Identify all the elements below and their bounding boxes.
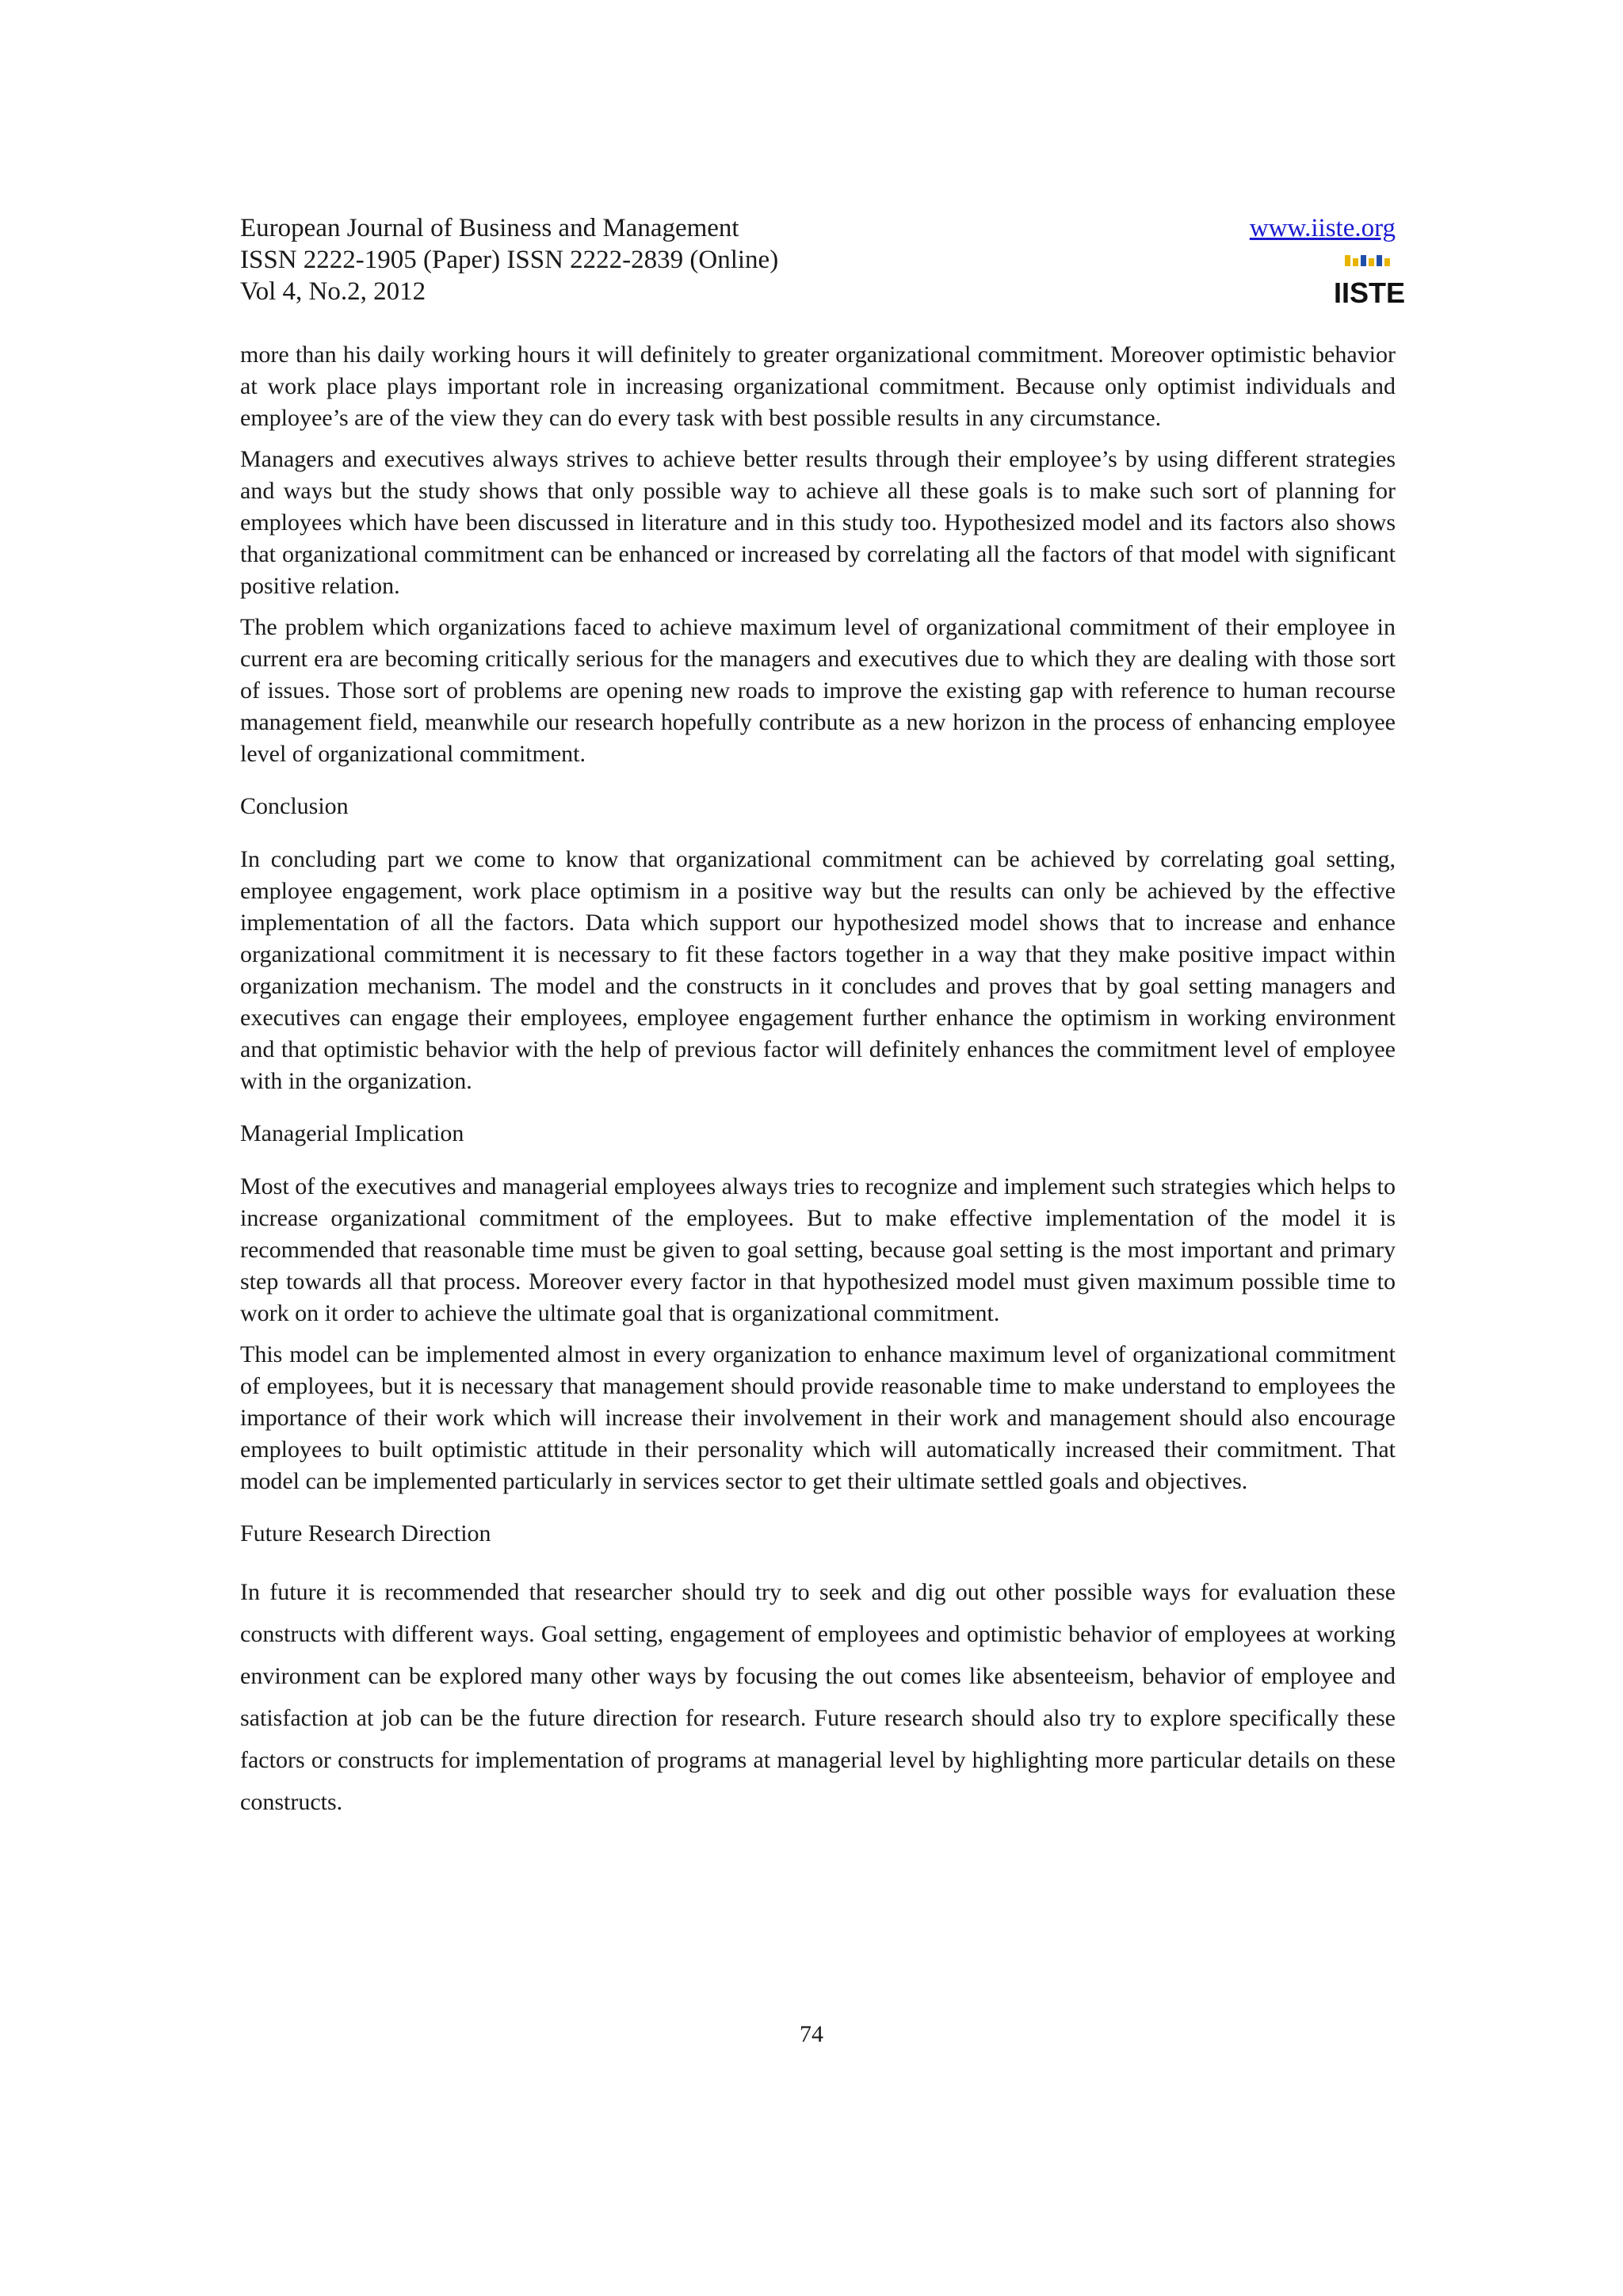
logo-bar-5 bbox=[1377, 255, 1382, 266]
logo-bar-1 bbox=[1345, 255, 1350, 266]
paragraph-managerial-2: This model can be implemented almost in every organization to enhance maximum level of organizational commitment of employees, but it is necessary that management should provide reasonable time to make understand to employees the importance of their work which will increase their involvement in their work and management should also encourage employees to built optimistic attitude in their personality which will automatically increased their commitment. That model can be implemented particularly in services sector to get their ultimate settled goals and objectives. bbox=[240, 1341, 1396, 1494]
paragraph-conclusion: In concluding part we come to know that organizational commitment can be achieved by correlating goal setting, employee engagement, work place optimism in a positive way but the results can only be achieved by the effective implementation of all the factors. Data which support our hypothesized model shows that to increase and enhance organizational commitment it is necessary to fit these factors together in a way that they make positive impact within organization mechanism. The model and the constructs in it concludes and proves that by goal setting managers and executives can engage their employees, employee engagement further enhance the optimism in working environment and that optimistic behavior with the help of previous factor will definitely enhances the commitment level of employee with in the organization. bbox=[240, 846, 1396, 1094]
logo-bar-6 bbox=[1384, 258, 1390, 266]
section-heading-conclusion: Conclusion bbox=[240, 793, 349, 819]
section-heading-future-research: Future Research Direction bbox=[240, 1520, 491, 1547]
journal-volume: Vol 4, No.2, 2012 bbox=[240, 277, 426, 306]
journal-header bbox=[240, 212, 1406, 315]
logo-bar-2 bbox=[1353, 258, 1358, 266]
journal-title: European Journal of Business and Management bbox=[240, 214, 739, 242]
journal-issn: ISSN 2222-1905 (Paper) ISSN 2222-2839 (Online) bbox=[240, 246, 779, 274]
logo-bar-3 bbox=[1361, 255, 1366, 266]
paragraph-problem: The problem which organizations faced to achieve maximum level of organizational commitment of their employee in current era are becoming critically serious for the managers and executives due to which they are dealing with those sort of issues. Those sort of problems are opening new roads to improve the existing gap with reference to human recourse management field, meanwhile our research hopefully contribute as a new horizon in the process of enhancing employee level of organizational commitment. bbox=[240, 614, 1396, 767]
paragraph-continuation: more than his daily working hours it will definitely to greater organizational commitment. Moreover optimistic behavior at work place plays important role in increasing organizational commitment. Because only optimist individuals and employee’s are of the view they can do every task with best possible results in any circumstance. bbox=[240, 341, 1396, 431]
paragraph-managers: Managers and executives always strives to achieve better results through their employee’s by using different strategies and ways but the study shows that only possible way to achieve all these goals is to make such sort of planning for employees which have been discussed in literature and in this study too. Hypothesized model and its factors also shows that organizational commitment can be enhanced or increased by correlating all the factors of that model with significant positive relation. bbox=[240, 446, 1396, 599]
section-heading-managerial-implication: Managerial Implication bbox=[240, 1120, 464, 1146]
journal-info bbox=[240, 212, 1191, 307]
page-number: 74 bbox=[800, 2021, 823, 2047]
logo-bar-4 bbox=[1369, 258, 1374, 266]
paragraph-future-research: In future it is recommended that researcher should try to seek and dig out other possible ways for evaluation these constructs with different ways. Goal setting, engagement of employees and optimistic behavior of employees at working environment can be explored many other ways by focusing the out comes like absenteeism, behavior of employee and satisfaction at job can be the future direction for research. Future research should also try to explore specifically these factors or constructs for implementation of programs at managerial level by highlighting more particular details on these constructs. bbox=[240, 1579, 1396, 1815]
journal-url-link[interactable]: www.iiste.org bbox=[1249, 214, 1396, 242]
iiste-logo bbox=[1333, 254, 1406, 311]
article-body bbox=[240, 339, 1396, 1833]
paragraph-managerial-1: Most of the executives and managerial employees always tries to recognize and implement such strategies which helps to increase organizational commitment of the employees. But to make effective implementation of the model it is recommended that reasonable time must be given to goal setting, because goal setting is the most important and primary step towards all that process. Moreover every factor in that hypothesized model must given maximum possible time to work on it order to achieve the ultimate goal that is organizational commitment. bbox=[240, 1173, 1396, 1326]
logo-wordmark: IISTE bbox=[1333, 277, 1406, 309]
